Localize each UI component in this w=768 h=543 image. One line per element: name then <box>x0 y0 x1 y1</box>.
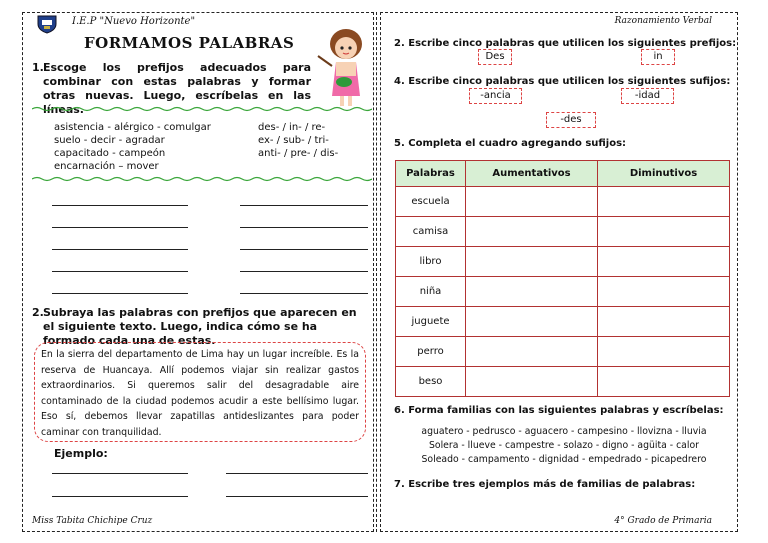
answer-line[interactable] <box>52 205 188 206</box>
table-row <box>396 307 730 337</box>
word-cell: camisa <box>396 217 466 247</box>
question-2-text: Subraya las palabras con prefijos que aparecen en el siguiente texto. Luego, indica cómo se ha formado cada una de estas. <box>43 306 357 347</box>
word-cell: beso <box>396 367 466 397</box>
header-palabras: Palabras <box>396 161 466 187</box>
word-cell: escuela <box>396 187 466 217</box>
word-line: encarnación – mover <box>54 161 159 172</box>
word-list <box>54 121 211 173</box>
question-5: 5. Completa el cuadro agregando sufijos: <box>394 138 627 149</box>
word-line: capacitado - campeón <box>54 148 166 159</box>
teacher-name-footer: Miss Tabita Chichipe Cruz <box>32 516 153 526</box>
word-family-line: Soleado - campamento - dignidad - empedrado - picapedrero <box>421 454 707 465</box>
word-cell: juguete <box>396 307 466 337</box>
word-cell: niña <box>396 277 466 307</box>
school-name: I.E.P "Nuevo Horizonte" <box>72 16 196 27</box>
suffix-box-ancia: -ancia <box>469 88 522 104</box>
answer-line[interactable] <box>226 496 368 497</box>
question-7: 7. Escribe tres ejemplos más de familias de palabras: <box>394 479 696 490</box>
teacher-girl-illustration <box>316 26 372 108</box>
prefix-box-in: in <box>641 49 675 65</box>
word-family-list <box>396 425 732 467</box>
prefix-line: des- / in- / re- <box>258 122 326 133</box>
answer-line[interactable] <box>52 473 188 474</box>
word-line: suelo - decir - agradar <box>54 135 165 146</box>
aumentativo-cell[interactable] <box>466 247 598 277</box>
answer-line[interactable] <box>240 205 368 206</box>
aumentativo-cell[interactable] <box>466 187 598 217</box>
diminutivo-cell[interactable] <box>598 277 730 307</box>
table-row <box>396 277 730 307</box>
prefix-list <box>258 121 338 160</box>
header-aumentativos: Aumentativos <box>466 161 598 187</box>
word-family-line: Solera - llueve - campestre - solazo - digno - agüita - calor <box>429 440 699 451</box>
aumentativo-cell[interactable] <box>466 217 598 247</box>
suffix-table <box>395 160 730 397</box>
answer-line[interactable] <box>52 271 188 272</box>
grade-footer: 4° Grado de Primaria <box>614 516 712 526</box>
table-header-row <box>396 161 730 187</box>
word-cell: libro <box>396 247 466 277</box>
table-row <box>396 217 730 247</box>
word-line: asistencia - alérgico - comulgar <box>54 122 211 133</box>
prefix-line: anti- / pre- / dis- <box>258 148 339 159</box>
reading-passage: En la sierra del departamento de Lima hay un lugar increíble. Es la reserva de Huancaya. Allí podemos viajar sin realizar gastos extraordinarios. Si queremos salir del desagradable aire contaminado de la ciudad podemos acudir a este bellísimo lugar. Eso sí, debemos llevar zapatillas antideslizantes para poder caminar con tranquilidad. <box>34 342 366 442</box>
wave-divider-bottom <box>32 176 372 182</box>
table-row <box>396 367 730 397</box>
page-title: FORMAMOS PALABRAS <box>84 34 295 52</box>
subject-header: Razonamiento Verbal <box>614 16 712 26</box>
prefix-line: ex- / sub- / tri- <box>258 135 329 146</box>
diminutivo-cell[interactable] <box>598 337 730 367</box>
answer-line[interactable] <box>240 227 368 228</box>
wave-divider-top <box>32 106 372 112</box>
question-2-number: 2. <box>32 306 44 319</box>
question-4: 4. Escribe cinco palabras que utilicen los siguientes sufijos: <box>394 76 731 87</box>
question-1-number: 1. <box>32 61 44 74</box>
center-fold-line <box>376 12 377 532</box>
answer-line[interactable] <box>240 249 368 250</box>
table-row <box>396 187 730 217</box>
answer-line[interactable] <box>240 271 368 272</box>
answer-line[interactable] <box>52 249 188 250</box>
table-row <box>396 247 730 277</box>
aumentativo-cell[interactable] <box>466 337 598 367</box>
diminutivo-cell[interactable] <box>598 217 730 247</box>
answer-line[interactable] <box>226 473 368 474</box>
question-1-text: Escoge los prefijos adecuados para combinar con estas palabras y formar otras nuevas. Luego, escríbelas en las líneas. <box>43 61 311 116</box>
answer-line[interactable] <box>52 496 188 497</box>
school-crest-icon <box>36 14 58 34</box>
word-family-line: aguatero - pedrusco - aguacero - campesino - llovizna - lluvia <box>421 426 707 437</box>
diminutivo-cell[interactable] <box>598 367 730 397</box>
prefix-box-des: Des <box>478 49 512 65</box>
diminutivo-cell[interactable] <box>598 247 730 277</box>
aumentativo-cell[interactable] <box>466 367 598 397</box>
aumentativo-cell[interactable] <box>466 307 598 337</box>
suffix-box-des: -des <box>546 112 596 128</box>
suffix-box-idad: -idad <box>621 88 674 104</box>
aumentativo-cell[interactable] <box>466 277 598 307</box>
word-cell: perro <box>396 337 466 367</box>
answer-line[interactable] <box>52 227 188 228</box>
example-label: Ejemplo: <box>54 447 108 460</box>
table-row <box>396 337 730 367</box>
answer-line[interactable] <box>52 293 188 294</box>
header-diminutivos: Diminutivos <box>598 161 730 187</box>
diminutivo-cell[interactable] <box>598 307 730 337</box>
right-question-2: 2. Escribe cinco palabras que utilicen los siguientes prefijos: <box>394 38 737 49</box>
question-6: 6. Forma familias con las siguientes palabras y escríbelas: <box>394 405 724 416</box>
diminutivo-cell[interactable] <box>598 187 730 217</box>
answer-line[interactable] <box>240 293 368 294</box>
